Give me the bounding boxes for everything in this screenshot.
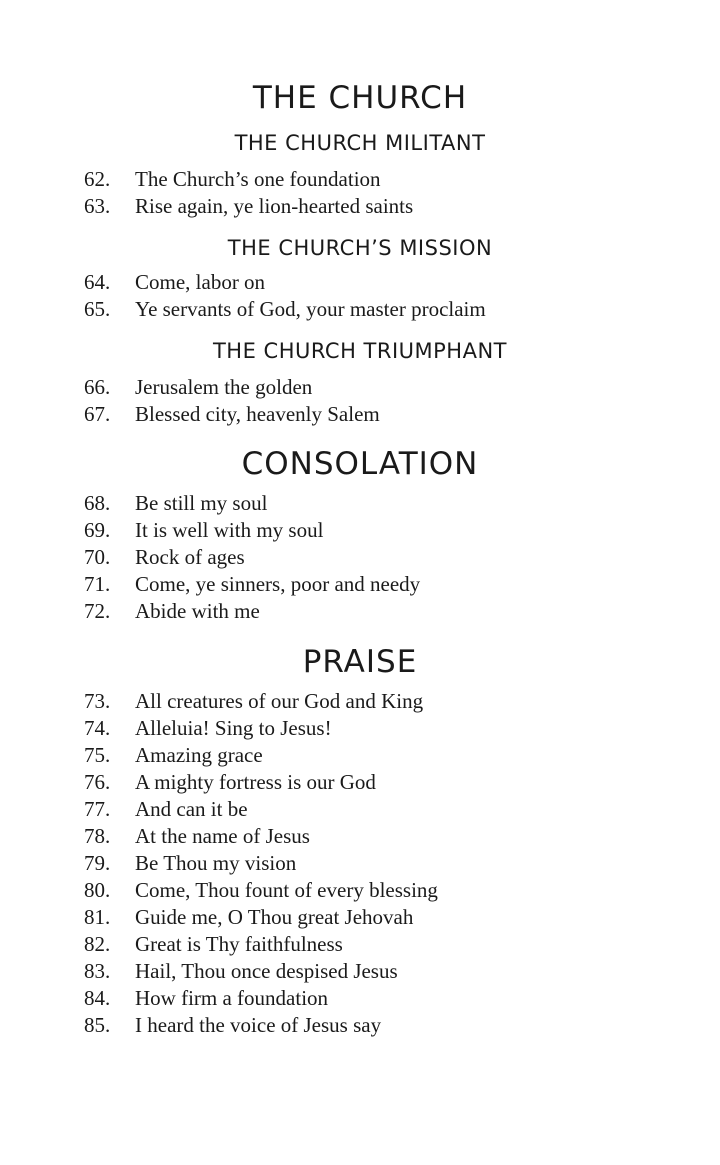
hymn-title: All creatures of our God and King <box>135 689 424 713</box>
subsection-title-church-mission: THE CHURCH’S MISSION <box>227 236 493 260</box>
hymn-number: 81. <box>84 905 111 929</box>
section-title-the-church: THE CHURCH <box>252 80 468 116</box>
hymn-title: How firm a foundation <box>135 986 329 1010</box>
hymn-title: A mighty fortress is our God <box>135 770 376 794</box>
hymn-number: 63. <box>84 194 111 218</box>
hymn-number: 69. <box>84 518 111 542</box>
hymn-entry <box>0 715 720 742</box>
hymn-title: Jerusalem the golden <box>135 375 313 399</box>
hymn-entry <box>0 598 720 625</box>
hymn-entry <box>0 850 720 877</box>
hymn-entry <box>0 688 720 715</box>
hymn-title: Rise again, ye lion-hearted saints <box>135 194 414 218</box>
hymn-title: Come, Thou fount of every blessing <box>135 878 438 902</box>
hymn-title: It is well with my soul <box>135 518 324 542</box>
hymn-entry <box>0 958 720 985</box>
hymn-entry <box>0 904 720 931</box>
hymn-list-praise <box>0 688 720 1039</box>
hymn-entry <box>0 742 720 769</box>
hymn-entry <box>0 877 720 904</box>
hymn-entry <box>0 769 720 796</box>
hymn-title: Blessed city, heavenly Salem <box>135 402 380 426</box>
hymn-title: Amazing grace <box>135 743 263 767</box>
hymn-entry <box>0 193 720 220</box>
hymn-list-church-mission <box>0 269 720 323</box>
hymn-entry <box>0 401 720 428</box>
hymn-title: Come, labor on <box>135 270 266 294</box>
hymn-number: 67. <box>84 402 111 426</box>
hymn-title: Ye servants of God, your master proclaim <box>135 297 486 321</box>
hymn-title: And can it be <box>135 797 248 821</box>
hymn-entry <box>0 1012 720 1039</box>
section-title-praise: PRAISE <box>302 644 418 680</box>
hymn-title: Be Thou my vision <box>135 851 297 875</box>
hymn-title: Come, ye sinners, poor and needy <box>135 572 421 596</box>
hymn-number: 84. <box>84 986 111 1010</box>
hymn-number: 73. <box>84 689 111 713</box>
hymn-number: 80. <box>84 878 111 902</box>
hymn-number: 83. <box>84 959 111 983</box>
hymn-title: At the name of Jesus <box>135 824 310 848</box>
hymn-entry <box>0 571 720 598</box>
hymn-number: 75. <box>84 743 111 767</box>
hymn-number: 85. <box>84 1013 111 1037</box>
hymn-number: 65. <box>84 297 111 321</box>
hymn-title: Abide with me <box>135 599 260 623</box>
hymn-entry <box>0 985 720 1012</box>
hymn-title: Alleluia! Sing to Jesus! <box>135 716 332 740</box>
hymn-title: Great is Thy faithfulness <box>135 932 343 956</box>
hymn-entry <box>0 490 720 517</box>
hymn-entry <box>0 296 720 323</box>
hymn-entry <box>0 166 720 193</box>
hymn-title: Hail, Thou once despised Jesus <box>135 959 398 983</box>
hymn-entry <box>0 931 720 958</box>
hymn-entry <box>0 796 720 823</box>
hymn-entry <box>0 517 720 544</box>
hymn-number: 62. <box>84 167 111 191</box>
hymn-number: 64. <box>84 270 111 294</box>
section-title-consolation: CONSOLATION <box>241 446 479 482</box>
hymn-list-church-triumphant <box>0 374 720 428</box>
hymn-title: Be still my soul <box>135 491 268 515</box>
hymn-number: 66. <box>84 375 111 399</box>
hymn-number: 74. <box>84 716 111 740</box>
hymn-number: 78. <box>84 824 111 848</box>
subsection-title-church-militant: THE CHURCH MILITANT <box>234 131 486 155</box>
hymn-title: I heard the voice of Jesus say <box>135 1013 382 1037</box>
hymn-number: 77. <box>84 797 111 821</box>
hymn-number: 68. <box>84 491 111 515</box>
hymn-entry <box>0 269 720 296</box>
hymn-entry <box>0 374 720 401</box>
hymn-list-consolation <box>0 490 720 625</box>
hymn-number: 71. <box>84 572 111 596</box>
hymn-number: 82. <box>84 932 111 956</box>
hymn-entry <box>0 544 720 571</box>
hymn-list-church-militant <box>0 166 720 220</box>
hymn-number: 70. <box>84 545 111 569</box>
subsection-title-church-triumphant: THE CHURCH TRIUMPHANT <box>212 339 508 363</box>
hymn-title: Guide me, O Thou great Jehovah <box>135 905 414 929</box>
hymn-number: 79. <box>84 851 111 875</box>
hymn-number: 76. <box>84 770 111 794</box>
hymn-number: 72. <box>84 599 111 623</box>
hymn-title: Rock of ages <box>135 545 245 569</box>
hymn-entry <box>0 823 720 850</box>
hymn-title: The Church’s one foundation <box>135 167 381 191</box>
